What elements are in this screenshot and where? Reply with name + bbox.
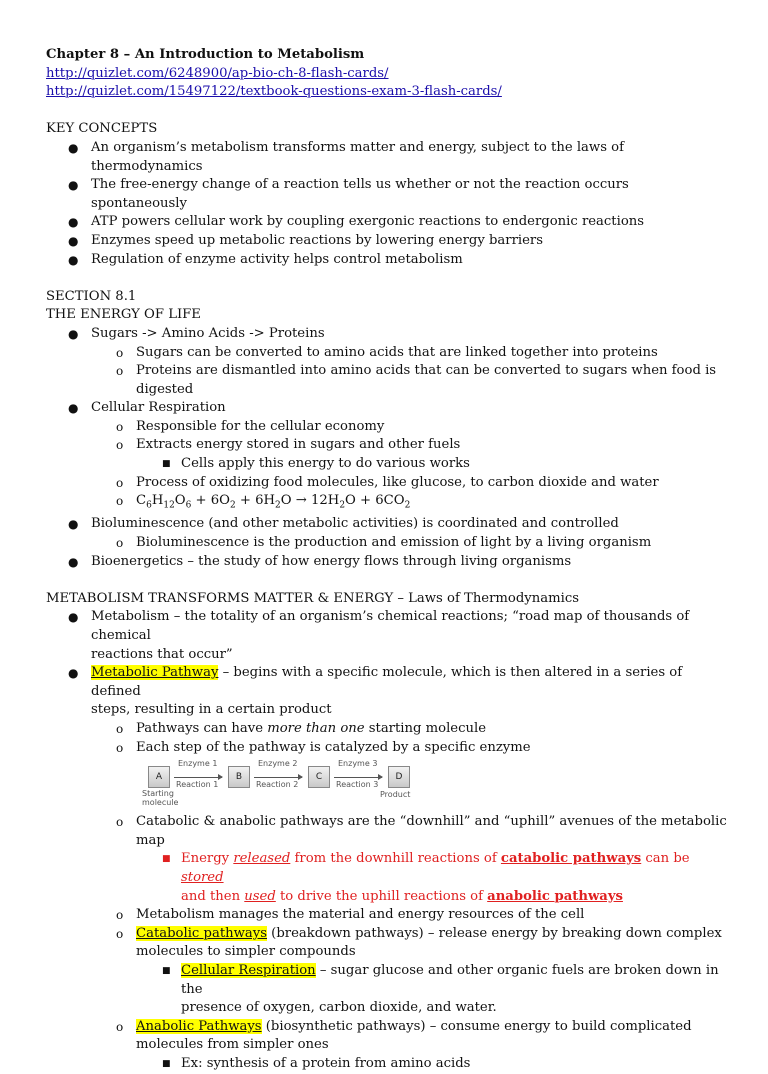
list-item: o Metabolism manages the material and energy resources of the cell: [46, 906, 728, 925]
reaction-label: Reaction 1: [176, 780, 219, 790]
list-item: o Each step of the pathway is catalyzed by a specific enzyme: [46, 739, 728, 758]
circle-bullet-icon: o: [116, 815, 124, 830]
bullet-icon: ●: [68, 666, 79, 681]
bullet-icon: ●: [68, 233, 79, 248]
list-item: o Sugars can be converted to amino acids that are linked together into proteins: [46, 344, 728, 363]
list-item: ■ Energy released from the downhill reactions of catabolic pathways can be stored and then used to drive the uphill reactions of anabolic pathways: [162, 851, 690, 904]
circle-bullet-icon: o: [116, 1019, 124, 1034]
reaction-arrow-icon: [254, 777, 302, 778]
list-item: o Bioluminescence is the production and emission of light by a living organism: [46, 534, 728, 553]
molecule-box-b: B: [228, 766, 250, 788]
list-item: ● Regulation of enzyme activity helps control metabolism: [46, 251, 728, 270]
list-item: o Proteins are dismantled into amino acids that can be converted to sugars when food is digested: [116, 363, 717, 397]
circle-bullet-icon: o: [116, 740, 124, 755]
list-item: ● Bioluminescence (and other metabolic activities) is coordinated and controlled: [46, 515, 728, 534]
square-bullet-icon: ■: [162, 1058, 171, 1069]
list-item: ● The free-energy change of a reaction tells us whether or not the reaction occurs spontaneously: [68, 177, 629, 211]
section-subheading: THE ENERGY OF LIFE: [46, 307, 201, 323]
list-item: o Catabolic pathways (breakdown pathways) – release energy by breaking down complex molecules to simpler compounds: [116, 925, 722, 960]
bullet-icon: ●: [68, 215, 79, 230]
list-item: o Responsible for the cellular economy: [46, 418, 728, 437]
reaction-arrow-icon: [334, 777, 382, 778]
list-item: ● An organism’s metabolism transforms matter and energy, subject to the laws of thermodynamics: [68, 139, 624, 174]
circle-bullet-icon: o: [116, 536, 124, 551]
molecule-box-d: D: [388, 766, 410, 788]
circle-bullet-icon: o: [116, 494, 124, 509]
circle-bullet-icon: o: [116, 722, 124, 737]
list-item: o Anabolic Pathways (biosynthetic pathways) – consume energy to build complicated molecules from simpler ones: [116, 1018, 692, 1053]
bullet-icon: ●: [68, 178, 79, 193]
enzyme-label: Enzyme 1: [178, 759, 218, 769]
quizlet-link-2[interactable]: http://quizlet.com/15497122/textbook-questions-exam-3-flash-cards/: [46, 84, 502, 100]
square-bullet-icon: ■: [162, 459, 171, 470]
enzyme-label: Enzyme 2: [258, 759, 298, 769]
list-item: ● Sugars -> Amino Acids -> Proteins: [46, 325, 728, 344]
list-item: o Process of oxidizing food molecules, like glucose, to carbon dioxide and water: [46, 474, 728, 493]
square-bullet-icon: ■: [162, 854, 171, 865]
list-item: ● ATP powers cellular work by coupling exergonic reactions to endergonic reactions: [46, 213, 728, 232]
highlighted-term: Metabolic Pathway: [91, 665, 219, 681]
highlighted-term: Cellular Respiration: [181, 962, 316, 978]
molecule-box-c: C: [308, 766, 330, 788]
bullet-icon: ●: [68, 517, 79, 532]
circle-bullet-icon: o: [116, 345, 124, 360]
reaction-label: Reaction 2: [256, 780, 299, 790]
molecule-box-a: A: [148, 766, 170, 788]
metabolism-heading: METABOLISM TRANSFORMS MATTER & ENERGY – Laws of Thermodynamics: [46, 590, 579, 606]
list-item: ■ Cells apply this energy to do various works: [46, 455, 728, 474]
list-item: ■ Cellular Respiration – sugar glucose and other organic fuels are broken down in the presence of oxygen, carbon dioxide, and water.: [162, 962, 719, 1016]
bullet-icon: ●: [68, 140, 79, 155]
list-item: ● Bioenergetics – the study of how energy flows through living organisms: [46, 553, 728, 572]
circle-bullet-icon: o: [116, 364, 124, 379]
highlighted-term: Catabolic pathways: [136, 925, 267, 941]
circle-bullet-icon: o: [116, 908, 124, 923]
list-item: ● Metabolism – the totality of an organism’s chemical reactions; “road map of thousands of chemical reactions that occur”: [68, 609, 690, 662]
bullet-icon: ●: [68, 554, 79, 569]
bullet-icon: ●: [68, 326, 79, 341]
bullet-icon: ●: [68, 401, 79, 416]
starting-label: Starting: [142, 789, 174, 799]
section-heading: SECTION 8.1: [46, 288, 137, 304]
circle-bullet-icon: o: [116, 926, 124, 941]
circle-bullet-icon: o: [116, 475, 124, 490]
list-item: o Pathways can have more than one starting molecule: [46, 720, 728, 739]
reaction-label: Reaction 3: [336, 780, 379, 790]
pathway-diagram: [142, 759, 462, 809]
molecule-label: molecule: [142, 798, 179, 808]
list-item: ● Cellular Respiration: [46, 399, 728, 418]
key-concepts-heading: KEY CONCEPTS: [46, 121, 158, 137]
bullet-icon: ●: [68, 610, 79, 625]
list-item: ■ Ex: synthesis of a protein from amino acids: [46, 1055, 728, 1074]
list-item: ● Metabolic Pathway – begins with a specific molecule, which is then altered in a series of defined steps, resulting in a certain product: [68, 665, 683, 718]
product-label: Product: [380, 790, 411, 800]
quizlet-link-1[interactable]: http://quizlet.com/6248900/ap-bio-ch-8-flash-cards/: [46, 65, 389, 81]
highlighted-term: Anabolic Pathways: [136, 1018, 262, 1034]
circle-bullet-icon: o: [116, 438, 124, 453]
reaction-arrow-icon: [174, 777, 222, 778]
square-bullet-icon: ■: [162, 965, 171, 976]
list-item: o Catabolic & anabolic pathways are the “downhill” and “uphill” avenues of the metabolic map: [116, 814, 727, 848]
enzyme-label: Enzyme 3: [338, 759, 378, 769]
respiration-equation: o $C_6H_{12}O_6 + 6O_2 + 6H_2O \to 12H_2O + 6CO_2$: [116, 493, 411, 511]
list-item: ● Enzymes speed up metabolic reactions by lowering energy barriers: [46, 232, 728, 251]
chapter-title: Chapter 8 – An Introduction to Metabolism: [46, 47, 365, 62]
list-item: o Extracts energy stored in sugars and other fuels: [46, 436, 728, 455]
bullet-icon: ●: [68, 252, 79, 267]
arrow-icon: →: [291, 493, 312, 509]
circle-bullet-icon: o: [116, 419, 124, 434]
